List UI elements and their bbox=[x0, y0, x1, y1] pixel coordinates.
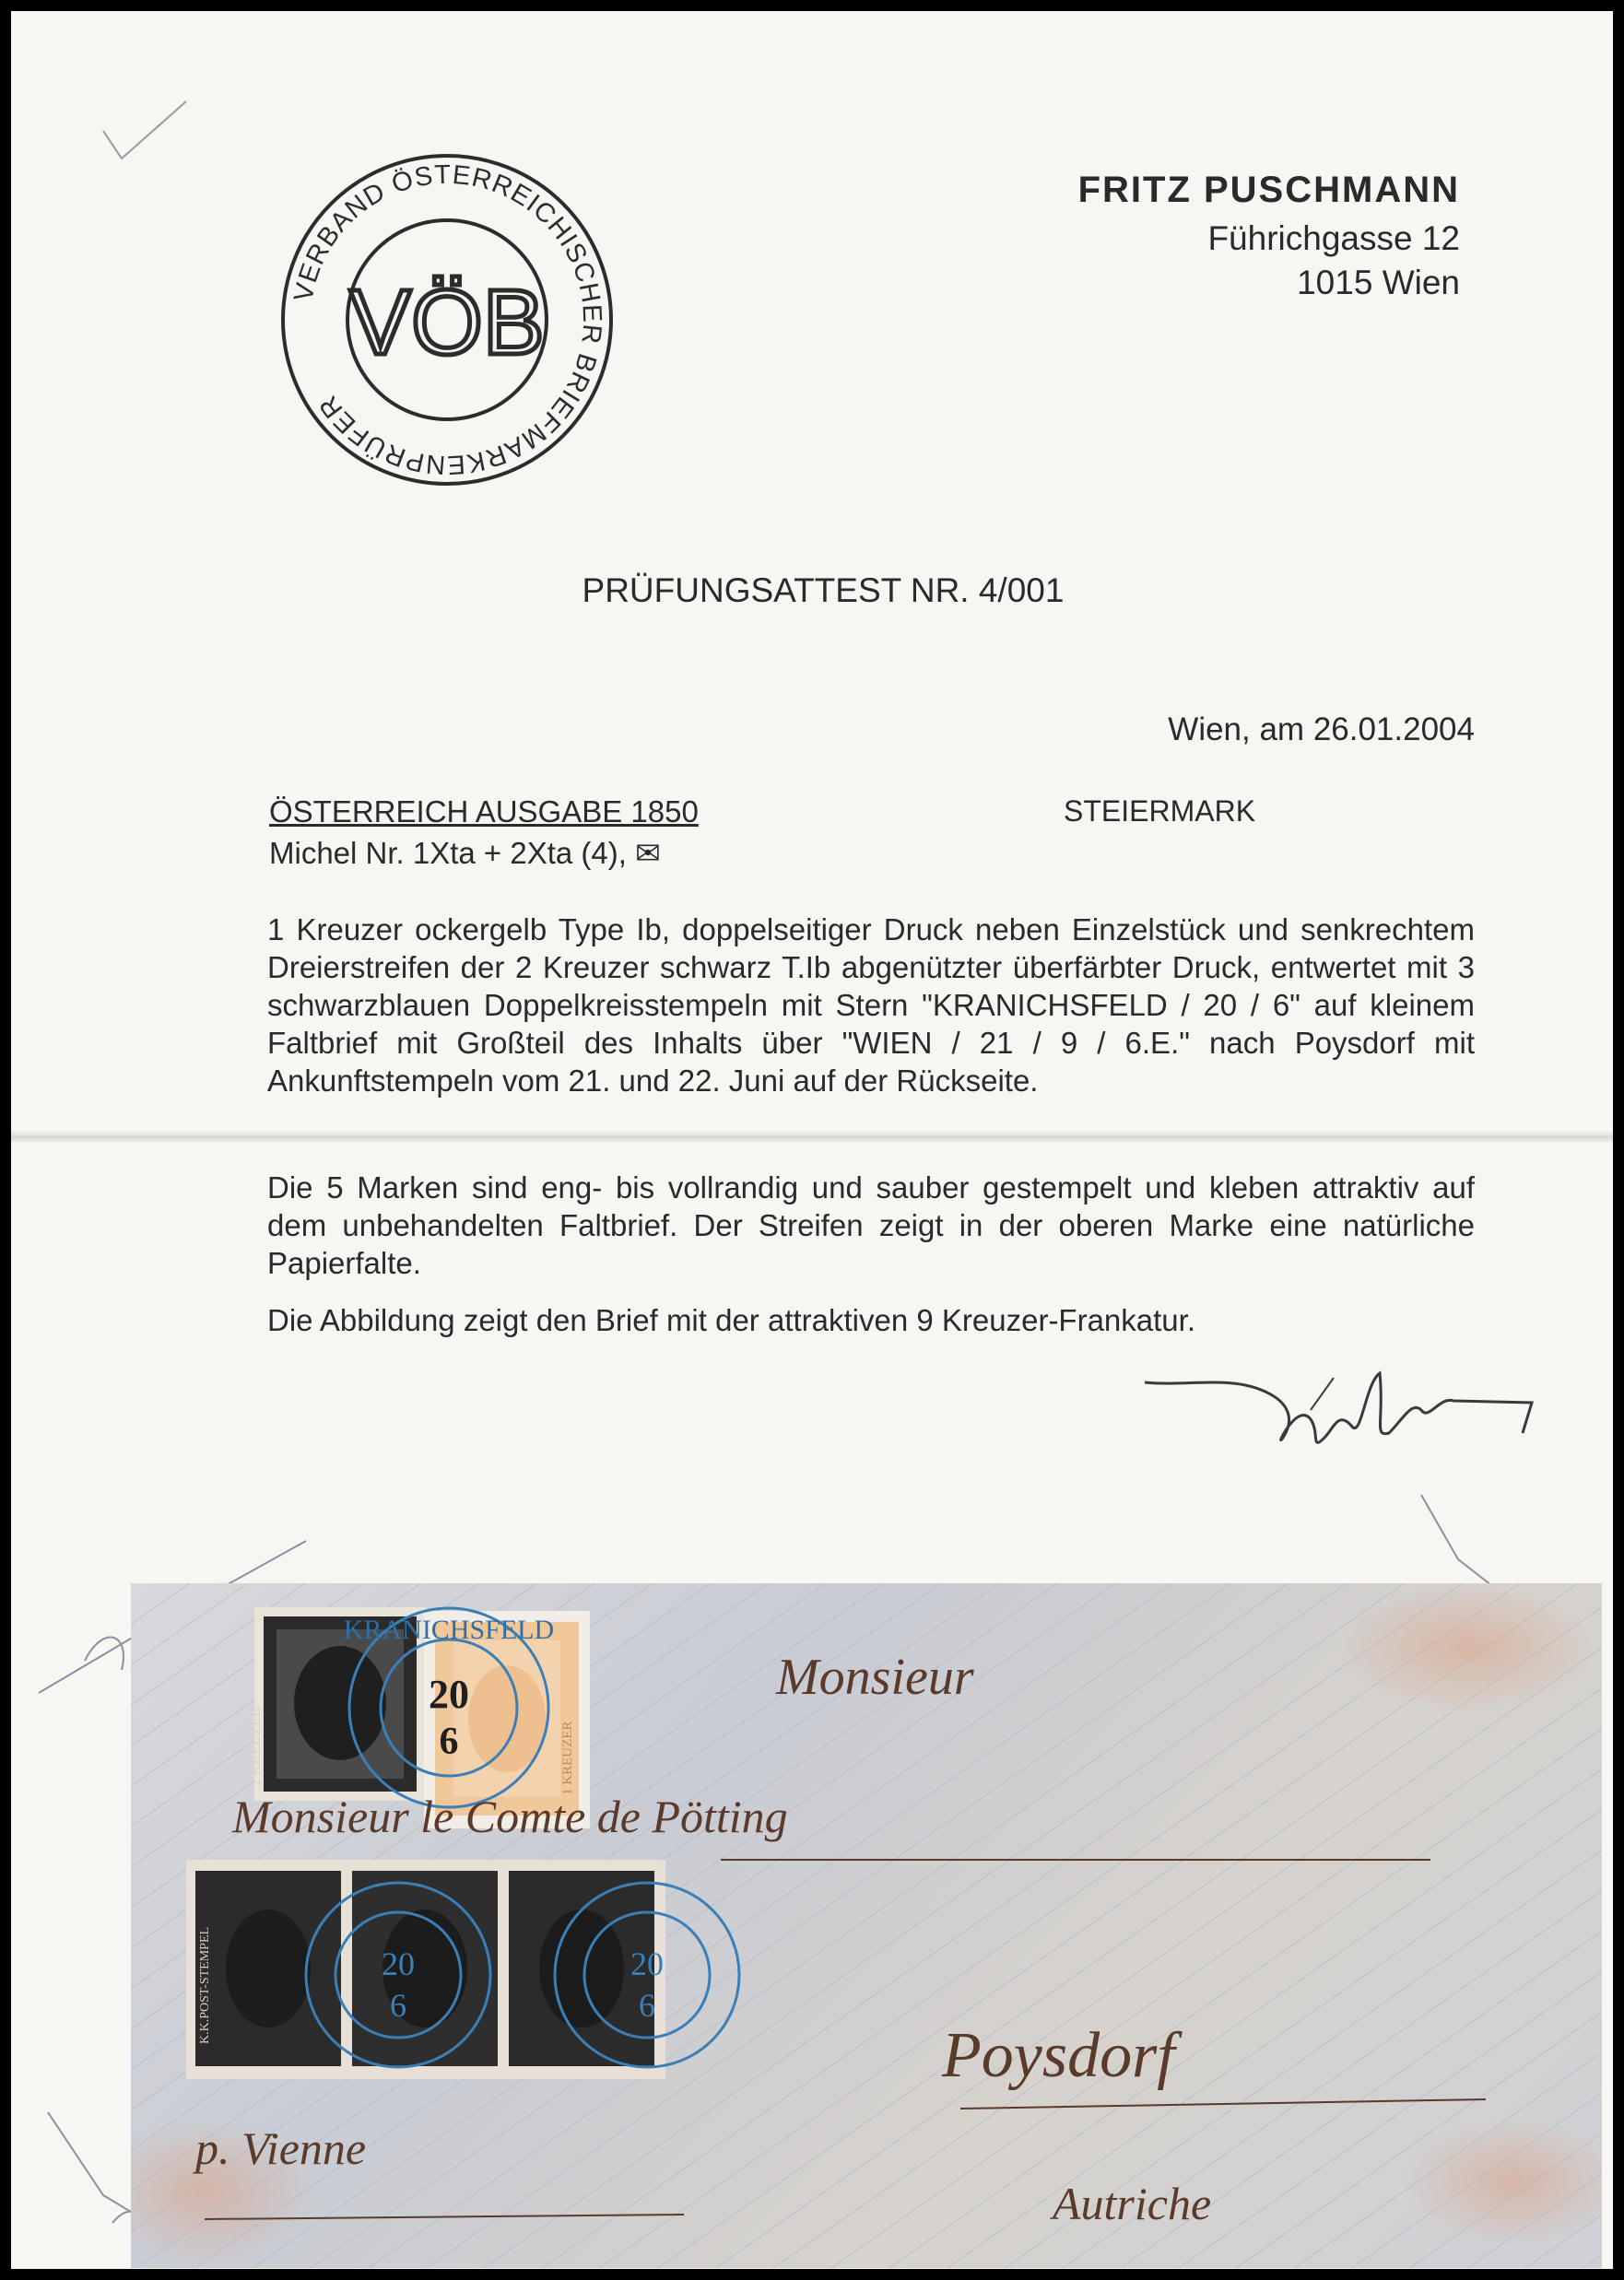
postmark-day-2: 20 bbox=[382, 1945, 415, 1982]
certificate-title: PRÜFUNGSATTEST NR. 4/001 bbox=[582, 571, 1065, 609]
voeb-seal bbox=[267, 140, 627, 499]
cover-photo bbox=[131, 1583, 1602, 2268]
expert-street: Führichgasse 12 bbox=[1207, 219, 1460, 257]
postmark-day-3: 20 bbox=[630, 1945, 664, 1982]
description-paragraph-2: Die 5 Marken sind eng- bis vollrandig und sauber gestempelt und kleben attraktiv auf dem unbehandelten Faltbrief. Der Streifen zeigt in der oberen Marke eine natürliche Papierfalte. bbox=[267, 1170, 1475, 1280]
postmark-month-2: 6 bbox=[390, 1987, 406, 2024]
region-label: STEIERMARK bbox=[1064, 794, 1256, 828]
address-line-1: Monsieur bbox=[776, 1649, 974, 1706]
description-paragraph-1: 1 Kreuzer ockergelb Type Ib, doppelseitiger Druck neben Einzelstück und senkrechtem Dreierstreifen der 2 Kreuzer schwarz T.Ib abgenützter überfärbter Druck, entwertet mit 3 schwarzblauen Doppelkreisstempeln mit Stern "KRANICHSFELD / 20 / 6" auf kleinem Faltbrief mit Großteil des Inhalts über "WIEN / 21 / 9 / 6.E." nach Poysdorf mit Ankunftstempeln vom 21. und 22. Juni auf der Rückseite. bbox=[267, 912, 1475, 1098]
issue-title: ÖSTERREICH AUSGABE 1850 bbox=[269, 794, 699, 829]
certificate-page bbox=[11, 11, 1613, 2269]
postmark-place: KRANICHSFELD bbox=[343, 1615, 555, 1645]
seal-center-text: VÖB bbox=[349, 271, 545, 374]
stamp-value-label: 2 KREUZER bbox=[248, 1707, 264, 1786]
signature bbox=[1136, 1346, 1541, 1475]
expert-city: 1015 Wien bbox=[1297, 264, 1460, 301]
extra-line: Autriche bbox=[1053, 2178, 1212, 2229]
stamp-side-label: K.K.POST-STEMPEL bbox=[198, 1926, 212, 2044]
description-paragraph-3: Die Abbildung zeigt den Brief mit der attraktiven 9 Kreuzer-Frankatur. bbox=[267, 1303, 1195, 1337]
route: p. Vienne bbox=[195, 2122, 367, 2174]
stamp-yellow-label: 1 KREUZER bbox=[560, 1721, 575, 1795]
paper-fold bbox=[11, 1130, 1613, 1143]
stamp-strip-of-three bbox=[186, 1860, 665, 2079]
postmark-month-3: 6 bbox=[639, 1987, 655, 2024]
postmark-month: 6 bbox=[439, 1721, 459, 1763]
postmark-day: 20 bbox=[429, 1672, 469, 1717]
destination: Poysdorf bbox=[942, 2020, 1175, 2091]
michel-numbers: Michel Nr. 1Xta + 2Xta (4), ✉ bbox=[269, 836, 661, 870]
address-line-2: Monsieur le Comte de Pötting bbox=[232, 1791, 788, 1842]
seal-ring-text: VERBAND ÖSTERREICHISCHER BRIEFMARKENPRÜFER bbox=[288, 159, 607, 480]
place-date: Wien, am 26.01.2004 bbox=[1168, 711, 1475, 747]
expert-name: FRITZ PUSCHMANN bbox=[1077, 170, 1460, 210]
pencil-check-mark bbox=[94, 94, 195, 168]
